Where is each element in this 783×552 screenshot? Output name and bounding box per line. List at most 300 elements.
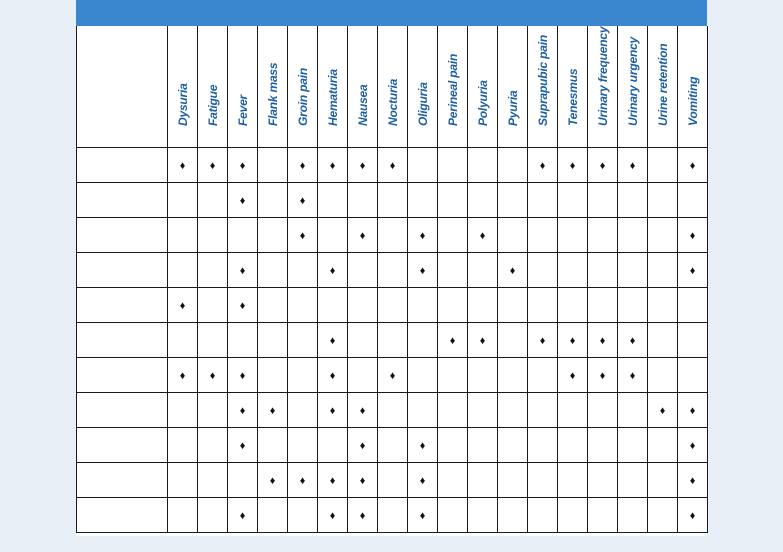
row-label — [77, 148, 168, 183]
table-cell — [618, 463, 648, 498]
diamond-marker-icon: ♦ — [239, 160, 246, 172]
diamond-marker-icon: ♦ — [329, 405, 336, 417]
table-cell — [468, 463, 498, 498]
diamond-marker-icon: ♦ — [419, 230, 426, 242]
column-header-label: Flank mass — [265, 62, 280, 126]
table-cell — [618, 428, 648, 463]
table-cell — [408, 463, 438, 498]
header-band — [76, 0, 707, 26]
column-header-hematuria — [318, 26, 348, 148]
table-cell — [228, 463, 258, 498]
diamond-marker-icon: ♦ — [209, 160, 216, 172]
diamond-marker-icon: ♦ — [329, 475, 336, 487]
table-cell — [558, 463, 588, 498]
column-header-nausea — [348, 26, 378, 148]
column-header-label: Urinary frequency — [595, 26, 610, 126]
table-cell — [438, 183, 468, 218]
diamond-marker-icon: ♦ — [299, 160, 306, 172]
row-label — [77, 428, 168, 463]
table-cell — [168, 358, 198, 393]
table-cell — [168, 393, 198, 428]
table-cell — [258, 463, 288, 498]
table-cell — [468, 183, 498, 218]
table-cell — [528, 253, 558, 288]
diamond-marker-icon: ♦ — [689, 405, 696, 417]
diamond-marker-icon: ♦ — [659, 405, 666, 417]
table-cell — [588, 253, 618, 288]
table-cell — [288, 498, 318, 533]
table-cell — [588, 358, 618, 393]
column-header-label: Hematuria — [325, 69, 340, 126]
table-cell — [618, 148, 648, 183]
column-header-label: Nausea — [355, 84, 370, 126]
column-header-fatigue — [198, 26, 228, 148]
diamond-marker-icon: ♦ — [599, 335, 606, 347]
column-header-label: Polyuria — [475, 80, 490, 126]
table-cell — [528, 428, 558, 463]
table-cell — [678, 428, 708, 463]
diamond-marker-icon: ♦ — [359, 230, 366, 242]
table-cell — [198, 498, 228, 533]
table-cell — [618, 253, 648, 288]
row-label — [77, 463, 168, 498]
table-cell — [618, 183, 648, 218]
diamond-marker-icon: ♦ — [179, 370, 186, 382]
column-header-groin-pain — [288, 26, 318, 148]
table-cell — [258, 218, 288, 253]
table-cell — [318, 358, 348, 393]
table-cell — [498, 358, 528, 393]
table-cell — [678, 393, 708, 428]
table-cell — [438, 498, 468, 533]
table-cell — [558, 253, 588, 288]
diamond-marker-icon: ♦ — [239, 195, 246, 207]
table-cell — [528, 218, 558, 253]
table-cell — [498, 218, 528, 253]
table-cell — [438, 253, 468, 288]
table-cell — [648, 393, 678, 428]
column-header-label: Suprapubic pain — [535, 34, 550, 126]
table-cell — [198, 358, 228, 393]
column-header-label: Fatigue — [205, 84, 220, 126]
diamond-marker-icon: ♦ — [239, 405, 246, 417]
diamond-marker-icon: ♦ — [419, 510, 426, 522]
table-cell — [408, 218, 438, 253]
table-cell — [408, 288, 438, 323]
column-header-label: Nocturia — [385, 78, 400, 126]
column-header-flank-mass — [258, 26, 288, 148]
table-cell — [318, 218, 348, 253]
row-label — [77, 393, 168, 428]
table-cell — [318, 498, 348, 533]
table-cell — [378, 148, 408, 183]
column-header-urine-retention — [648, 26, 678, 148]
table-cell — [618, 393, 648, 428]
column-header-label: Urine retention — [655, 43, 670, 126]
table-cell — [438, 148, 468, 183]
column-header-oliguria — [408, 26, 438, 148]
table-cell — [198, 218, 228, 253]
table-cell — [258, 393, 288, 428]
table-cell — [258, 323, 288, 358]
table-cell — [288, 323, 318, 358]
row-label — [77, 218, 168, 253]
table-cell — [588, 148, 618, 183]
table-cell — [198, 463, 228, 498]
table-cell — [168, 218, 198, 253]
table-cell — [618, 323, 648, 358]
table-cell — [378, 218, 408, 253]
column-header-vomiting — [678, 26, 708, 148]
table-cell — [528, 148, 558, 183]
table-cell — [678, 253, 708, 288]
diamond-marker-icon: ♦ — [689, 475, 696, 487]
table-cell — [648, 358, 678, 393]
diamond-marker-icon: ♦ — [239, 510, 246, 522]
table-cell — [588, 463, 618, 498]
table-cell — [438, 358, 468, 393]
diamond-marker-icon: ♦ — [389, 370, 396, 382]
diamond-marker-icon: ♦ — [419, 265, 426, 277]
table-cell — [558, 288, 588, 323]
diamond-marker-icon: ♦ — [359, 405, 366, 417]
column-header-perineal-pain — [438, 26, 468, 148]
table-cell — [678, 218, 708, 253]
diamond-marker-icon: ♦ — [629, 160, 636, 172]
table-cell — [378, 358, 408, 393]
table-cell — [198, 288, 228, 323]
table-cell — [558, 148, 588, 183]
column-header-label: Tenesmus — [565, 68, 580, 126]
table-cell — [288, 288, 318, 323]
table-cell — [648, 498, 678, 533]
table-cell — [228, 498, 258, 533]
diamond-marker-icon: ♦ — [569, 335, 576, 347]
diamond-marker-icon: ♦ — [359, 510, 366, 522]
table-cell — [498, 288, 528, 323]
column-header-nocturia — [378, 26, 408, 148]
table-row — [77, 428, 708, 463]
diamond-marker-icon: ♦ — [689, 440, 696, 452]
column-header-label: Oliguria — [415, 82, 430, 126]
diamond-marker-icon: ♦ — [329, 265, 336, 277]
table-cell — [468, 218, 498, 253]
table-cell — [498, 498, 528, 533]
table-cell — [408, 148, 438, 183]
table-cell — [558, 358, 588, 393]
table-cell — [678, 498, 708, 533]
column-header-dysuria — [168, 26, 198, 148]
header-row — [77, 26, 708, 148]
table-cell — [648, 218, 678, 253]
table-cell — [348, 463, 378, 498]
table-cell — [198, 323, 228, 358]
diamond-marker-icon: ♦ — [329, 335, 336, 347]
table-cell — [348, 498, 378, 533]
diamond-marker-icon: ♦ — [539, 160, 546, 172]
column-header-pyuria — [498, 26, 528, 148]
table-cell — [588, 428, 618, 463]
table-row — [77, 183, 708, 218]
diamond-marker-icon: ♦ — [419, 440, 426, 452]
table-cell — [228, 323, 258, 358]
table-cell — [408, 323, 438, 358]
diamond-marker-icon: ♦ — [299, 230, 306, 242]
table-cell — [318, 428, 348, 463]
table-row — [77, 323, 708, 358]
table-cell — [258, 148, 288, 183]
table-cell — [288, 463, 318, 498]
table-cell — [378, 393, 408, 428]
diamond-marker-icon: ♦ — [179, 160, 186, 172]
table-cell — [468, 323, 498, 358]
row-label — [77, 323, 168, 358]
table-cell — [558, 393, 588, 428]
table-cell — [258, 253, 288, 288]
table-cell — [558, 428, 588, 463]
diamond-marker-icon: ♦ — [569, 370, 576, 382]
symptom-table — [76, 26, 708, 533]
table-cell — [498, 148, 528, 183]
table-cell — [528, 323, 558, 358]
table-cell — [198, 183, 228, 218]
row-label — [77, 253, 168, 288]
table-cell — [438, 323, 468, 358]
column-header-label: Perineal pain — [445, 53, 460, 126]
diamond-marker-icon: ♦ — [359, 160, 366, 172]
table-cell — [618, 218, 648, 253]
table-row — [77, 288, 708, 323]
diamond-marker-icon: ♦ — [479, 230, 486, 242]
table-cell — [378, 288, 408, 323]
table-cell — [678, 323, 708, 358]
table-cell — [468, 358, 498, 393]
column-header-urinary-frequency — [588, 26, 618, 148]
column-header-polyuria — [468, 26, 498, 148]
table-cell — [528, 358, 558, 393]
table-cell — [468, 498, 498, 533]
table-cell — [498, 183, 528, 218]
diamond-marker-icon: ♦ — [419, 475, 426, 487]
table-cell — [348, 253, 378, 288]
table-cell — [228, 358, 258, 393]
table-cell — [558, 498, 588, 533]
diamond-marker-icon: ♦ — [359, 475, 366, 487]
column-header-urinary-urgency — [618, 26, 648, 148]
table-cell — [618, 288, 648, 323]
table-cell — [228, 218, 258, 253]
column-header-label: Pyuria — [505, 90, 520, 126]
table-cell — [318, 463, 348, 498]
table-cell — [198, 428, 228, 463]
diamond-marker-icon: ♦ — [449, 335, 456, 347]
table-cell — [378, 428, 408, 463]
table-cell — [528, 183, 558, 218]
table-cell — [348, 218, 378, 253]
diamond-marker-icon: ♦ — [359, 440, 366, 452]
table-cell — [678, 463, 708, 498]
diamond-marker-icon: ♦ — [599, 160, 606, 172]
table-cell — [288, 183, 318, 218]
table-cell — [378, 463, 408, 498]
table-cell — [678, 183, 708, 218]
diamond-marker-icon: ♦ — [479, 335, 486, 347]
table-cell — [378, 323, 408, 358]
table-row — [77, 253, 708, 288]
table-cell — [168, 463, 198, 498]
row-label — [77, 183, 168, 218]
diamond-marker-icon: ♦ — [569, 160, 576, 172]
diamond-marker-icon: ♦ — [269, 475, 276, 487]
table-cell — [228, 148, 258, 183]
table-cell — [348, 428, 378, 463]
table-cell — [168, 288, 198, 323]
table-cell — [318, 323, 348, 358]
table-cell — [288, 358, 318, 393]
table-cell — [558, 323, 588, 358]
table-cell — [408, 253, 438, 288]
column-header-suprapubic-pain — [528, 26, 558, 148]
table-cell — [288, 148, 318, 183]
diamond-marker-icon: ♦ — [689, 230, 696, 242]
diamond-marker-icon: ♦ — [599, 370, 606, 382]
table-cell — [528, 498, 558, 533]
diamond-marker-icon: ♦ — [509, 265, 516, 277]
table-cell — [528, 288, 558, 323]
diamond-marker-icon: ♦ — [179, 300, 186, 312]
table-cell — [318, 253, 348, 288]
table-cell — [408, 358, 438, 393]
table-cell — [588, 288, 618, 323]
table-cell — [318, 183, 348, 218]
column-header-fever — [228, 26, 258, 148]
table-row — [77, 463, 708, 498]
table-cell — [588, 183, 618, 218]
column-header-tenesmus — [558, 26, 588, 148]
diamond-marker-icon: ♦ — [299, 195, 306, 207]
table-row — [77, 218, 708, 253]
table-cell — [228, 428, 258, 463]
table-cell — [528, 463, 558, 498]
table-cell — [258, 498, 288, 533]
diamond-marker-icon: ♦ — [269, 405, 276, 417]
diamond-marker-icon: ♦ — [299, 475, 306, 487]
table-row — [77, 358, 708, 393]
table-cell — [648, 148, 678, 183]
table-cell — [648, 253, 678, 288]
table-cell — [558, 218, 588, 253]
table-row — [77, 393, 708, 428]
table-cell — [678, 358, 708, 393]
column-header-label: Urinary urgency — [625, 36, 640, 126]
table-cell — [288, 253, 318, 288]
diamond-marker-icon: ♦ — [689, 160, 696, 172]
column-header-label: Fever — [235, 94, 250, 126]
table-cell — [258, 358, 288, 393]
table-cell — [258, 428, 288, 463]
column-header-label: Dysuria — [175, 83, 190, 126]
row-label — [77, 358, 168, 393]
table-cell — [438, 428, 468, 463]
diamond-marker-icon: ♦ — [239, 370, 246, 382]
diamond-marker-icon: ♦ — [329, 510, 336, 522]
table-cell — [168, 253, 198, 288]
diamond-marker-icon: ♦ — [689, 510, 696, 522]
table-cell — [468, 393, 498, 428]
table-cell — [378, 183, 408, 218]
table-cell — [618, 358, 648, 393]
row-label — [77, 288, 168, 323]
table-cell — [408, 428, 438, 463]
table-cell — [348, 358, 378, 393]
table-cell — [288, 218, 318, 253]
table-cell — [498, 463, 528, 498]
table-cell — [438, 463, 468, 498]
table-cell — [228, 393, 258, 428]
diamond-marker-icon: ♦ — [239, 300, 246, 312]
table-cell — [438, 288, 468, 323]
table-cell — [588, 498, 618, 533]
table-cell — [168, 498, 198, 533]
table-cell — [348, 288, 378, 323]
table-cell — [588, 323, 618, 358]
table-cell — [678, 288, 708, 323]
diamond-marker-icon: ♦ — [389, 160, 396, 172]
table-cell — [648, 428, 678, 463]
diamond-marker-icon: ♦ — [239, 440, 246, 452]
table-cell — [648, 183, 678, 218]
table-cell — [498, 428, 528, 463]
table-cell — [648, 288, 678, 323]
table-cell — [348, 393, 378, 428]
table-cell — [588, 218, 618, 253]
diamond-marker-icon: ♦ — [539, 335, 546, 347]
table-cell — [258, 183, 288, 218]
table-cell — [318, 393, 348, 428]
table-cell — [468, 253, 498, 288]
table-cell — [288, 428, 318, 463]
table-cell — [528, 393, 558, 428]
table-cell — [198, 393, 228, 428]
table-cell — [408, 498, 438, 533]
table-cell — [348, 148, 378, 183]
table-cell — [168, 428, 198, 463]
table-cell — [288, 393, 318, 428]
column-header-label: Groin pain — [295, 67, 310, 126]
table-row — [77, 498, 708, 533]
table-cell — [198, 253, 228, 288]
row-label — [77, 498, 168, 533]
table-cell — [198, 148, 228, 183]
table-cell — [228, 183, 258, 218]
corner-cell — [77, 26, 168, 148]
table-cell — [348, 183, 378, 218]
table-cell — [498, 323, 528, 358]
table-cell — [648, 323, 678, 358]
table-cell — [558, 183, 588, 218]
table-cell — [408, 183, 438, 218]
table-cell — [468, 428, 498, 463]
diamond-marker-icon: ♦ — [629, 370, 636, 382]
table-cell — [348, 323, 378, 358]
table-cell — [468, 288, 498, 323]
table-cell — [318, 148, 348, 183]
table-cell — [648, 463, 678, 498]
table-cell — [228, 253, 258, 288]
table-cell — [498, 253, 528, 288]
table-cell — [588, 393, 618, 428]
table-cell — [468, 148, 498, 183]
